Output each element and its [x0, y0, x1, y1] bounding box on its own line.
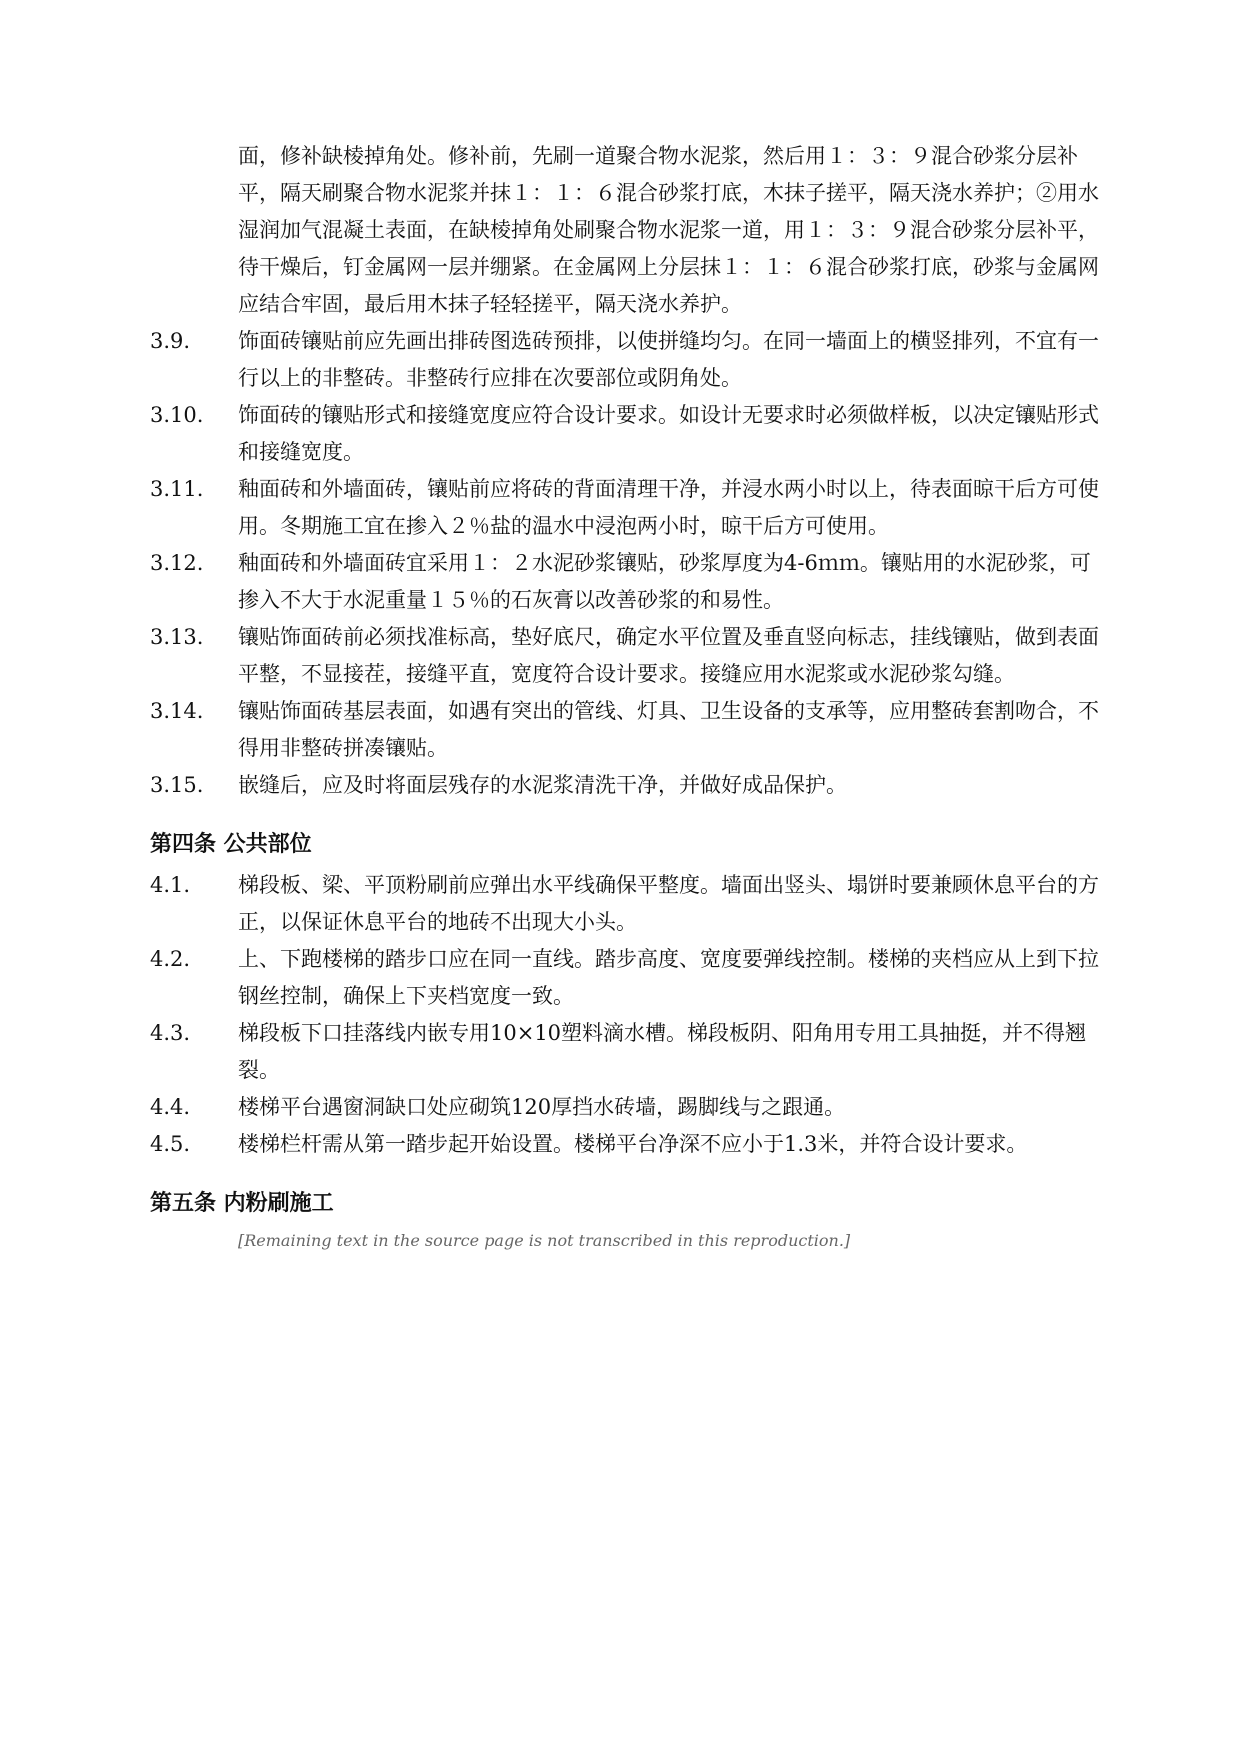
list-item: 4.3. 梯段板下口挂落线内嵌专用10×10塑料滴水槽。梯段板阴、阳角用专用工具抽挺，并不得翘裂。	[150, 1021, 1087, 1082]
document-page	[150, 138, 1100, 1256]
list-item: 3.12. 釉面砖和外墙面砖宜采用１：２水泥砂浆镶贴，砂浆厚度为4-6ｍｍ。镶贴用的水泥砂浆，可掺入不大于水泥重量１５％的石灰膏以改善砂浆的和易性。	[150, 551, 1091, 612]
list-item: 4.2. 上、下跑楼梯的踏步口应在同一直线。踏步高度、宽度要弹线控制。楼梯的夹档应从上到下拉钢丝控制，确保上下夹档宽度一致。	[150, 947, 1099, 1008]
list-item: 3.10. 饰面砖的镶贴形式和接缝宽度应符合设计要求。如设计无要求时必须做样板，以决定镶贴形式和接缝宽度。	[150, 403, 1099, 464]
list-item: 4.4. 楼梯平台遇窗洞缺口处应砌筑120厚挡水砖墙，踢脚线与之跟通。	[150, 1095, 846, 1119]
list-item: 3.9. 饰面砖镶贴前应先画出排砖图选砖预排，以使拼缝均匀。在同一墙面上的横竖排列，不宜有一行以上的非整砖。非整砖行应排在次要部位或阴角处。	[150, 329, 1099, 390]
list-item: 3.14. 镶贴饰面砖基层表面，如遇有突出的管线、灯具、卫生设备的支承等，应用整砖套割吻合，不得用非整砖拼凑镶贴。	[150, 699, 1099, 760]
section-4-list	[150, 867, 1100, 1163]
list-item: 3.15. 嵌缝后，应及时将面层残存的水泥浆清洗干净，并做好成品保护。	[150, 773, 847, 797]
list-item: 4.5. 楼梯栏杆需从第一踏步起开始设置。楼梯平台净深不应小于1.3米，并符合设计要求。	[150, 1132, 1028, 1156]
list-item: 4.1. 梯段板、梁、平顶粉刷前应弹出水平线确保平整度。墙面出竖头、塌饼时要兼顾休息平台的方正，以保证休息平台的地砖不出现大小头。	[150, 873, 1099, 934]
list-item: 3.11. 釉面砖和外墙面砖，镶贴前应将砖的背面清理干净，并浸水两小时以上，待表面晾干后方可使用。冬期施工宜在掺入２％盐的温水中浸泡两小时，晾干后方可使用。	[150, 477, 1099, 538]
list-item: 3.13. 镶贴饰面砖前必须找准标高，垫好底尺，确定水平位置及垂直竖向标志，挂线镶贴，做到表面平整，不显接茬，接缝平直，宽度符合设计要求。接缝应用水泥浆或水泥砂浆勾缝。	[150, 625, 1099, 686]
section-3-list	[150, 323, 1100, 804]
section-5-heading: 第五条 内粉刷施工	[150, 1191, 334, 1216]
intro-paragraph: 面，修补缺棱掉角处。修补前，先刷一道聚合物水泥浆，然后用１：３：９混合砂浆分层补平，隔天刷聚合物水泥浆并抹１：１：６混合砂浆打底，木抹子搓平，隔天浇水养护；②用水湿润加气混凝土表面，在缺棱掉角处刷聚合物水泥浆一道，用１：３：９混合砂浆分层补平，待干燥后，钉金属网一层并绷紧。在金属网上分层抹１：１：６混合砂浆打底，砂浆与金属网应结合牢固，最后用木抹子轻轻搓平，隔天浇水养护。	[238, 144, 1099, 316]
truncation-note: [Remaining text in the source page is not transcribed in this reproduction.]	[238, 1231, 851, 1250]
section-4-heading: 第四条 公共部位	[150, 832, 312, 857]
